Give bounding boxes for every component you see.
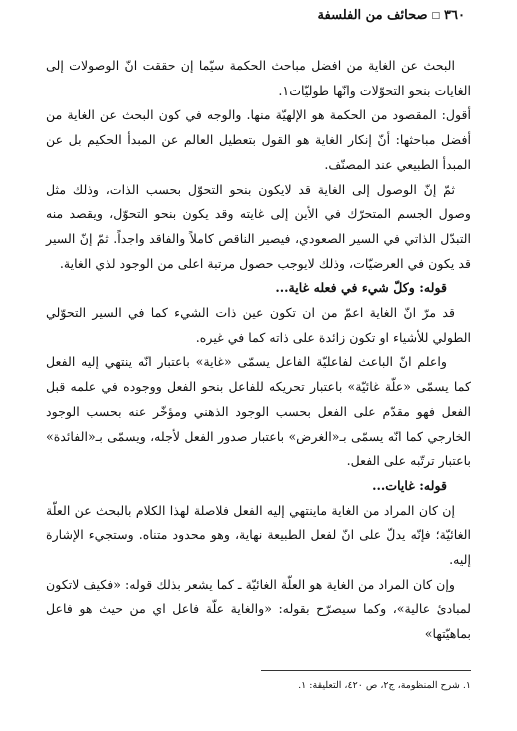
paragraph-7 xyxy=(46,474,471,499)
paragraph-2 xyxy=(46,103,471,177)
paragraph-6 xyxy=(46,350,471,474)
page-number: ٣٦٠ xyxy=(444,8,465,23)
paragraph-label: قوله: وكلّ شيء في فعله غاية... xyxy=(275,280,447,296)
paragraph-text: ثمّ إنّ الوصول إلى الغاية قد لايكون بنحو التحوّل بحسب الذات، وذلك مثل وصول الجسم المتحرّك في الأين إلى غايته وقد يكون بنحو التحوّل، ويقصد منه التبدّل الذاتي في السير الصعودي، فيصير الناقص كاملاً والفاقد واجداً. ثمّ إنّ السير قد يكون في العرضيّات، وذلك لايوجب حصول مرتبة اعلى من الوجود لذي الغاية. xyxy=(46,181,471,271)
paragraph-label: قوله: غايات... xyxy=(372,477,447,493)
paragraph-4 xyxy=(46,276,471,301)
paragraph-text: واعلم انّ الباعث لفاعليّة الفاعل يسمّى «غاية» باعتبار انّه ينتهي إليه الفعل كما يسمّى «علّة غائيّة» باعتبار تحريكه للفاعل بنحو الفعل ووجوده في علمه قبل الفعل فهو مقدّم على الفعل بحسب الوجود الذهني ومؤخّر عنه بحسب الوجود الخارجي كما انّه يسمّى بـ«الغرض» باعتبار صدور الفعل لأجله، ويسمّى بـ«الفائدة» باعتبار ترتّبه على الفعل. xyxy=(46,354,471,469)
body-text xyxy=(46,54,471,647)
paragraph-text: البحث عن الغاية من افضل مباحث الحكمة سيّما إن حققت انّ الوصولات إلى الغايات بنحو التحوّلات وانّها طوليّات١. xyxy=(46,58,471,98)
running-title: صحائف من الفلسفة xyxy=(317,8,428,23)
paragraph-8 xyxy=(46,499,471,573)
paragraph-text: قد مرّ انّ الغاية اعمّ من ان تكون عين ذات الشيء كما في السير التحوّلي الطولي للأشياء او تكون زائدة على ذاته كما في غيره. xyxy=(46,305,471,345)
page-header xyxy=(318,8,465,23)
paragraph-text: إن كان المراد من الغاية ماينتهي إليه الفعل فلاصلة لهذا الكلام بالبحث عن العلّة الغائيّة؛ فإنّه يدلّ على انّ لفعل الطبيعة نهاية، وهو محدود متناه. وستجيء الإشارة إليه. xyxy=(46,502,471,568)
paragraph-1 xyxy=(46,54,471,103)
paragraph-3 xyxy=(46,178,471,277)
paragraph-text: وإن كان المراد من الغاية هو العلّة الغائيّة ـ كما يشعر بذلك قوله: «فكيف لاتكون لمبادئ عالية»، وكما سيصرّح بقوله: «والغاية علّة فاعل اي من حيث هو فاعل بماهيّتها» xyxy=(46,576,471,642)
paragraph-5 xyxy=(46,301,471,350)
header-separator: □ xyxy=(431,10,441,21)
footnote: ١. شرح المنظومة، ج٢، ص ٤٢٠، التعليقة: ١. xyxy=(298,680,471,691)
footnote-divider xyxy=(261,670,471,671)
paragraph-9 xyxy=(46,573,471,647)
paragraph-text: أقول: المقصود من الحكمة هو الإلهيّة منها. والوجه في كون البحث عن الغاية من أفضل مباحثها: أنّ إنكار الغاية هو القول بتعطيل العالم عن المبدأ الحكيم بل عن المبدأ الطبيعي عند المصنّف. xyxy=(46,107,471,172)
